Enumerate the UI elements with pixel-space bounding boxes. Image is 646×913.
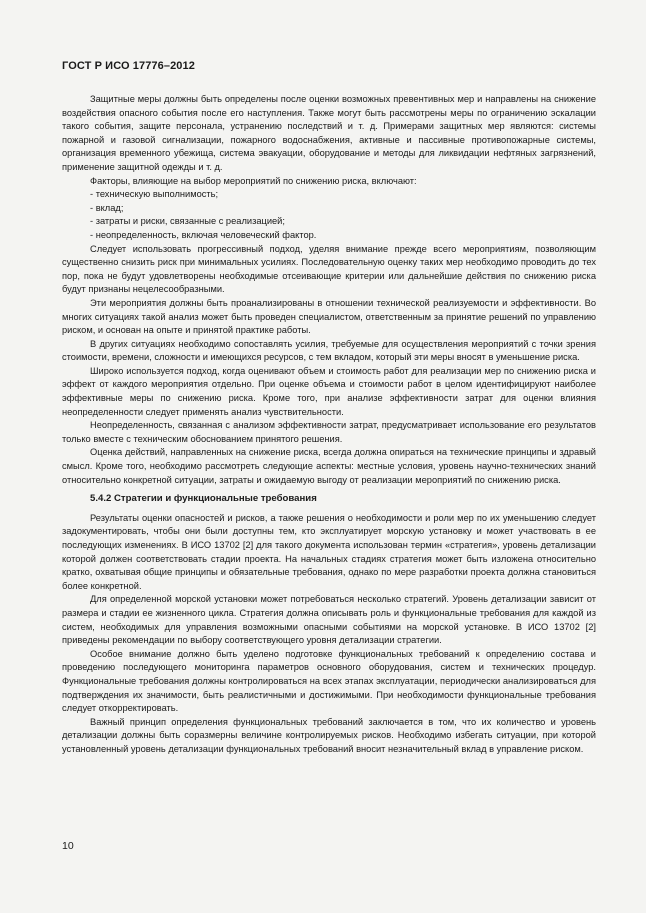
document-body (62, 93, 596, 757)
paragraph: Результаты оценки опасностей и рисков, а также решения о необходимости и роли мер по их уменьшению следует задокументировать, чтобы они были доступны тем, кто эксплуатирует морскую установку и может участвовать в ее последующих изменениях. В ИСО 13702 [2] для такого документа использован термин «стратегия», уровень детализации которой должен соответствовать стадии проекта. На начальных стадиях стратегия может быть изложена относительно кратко, охватывая общие принципы и обязательные требования, однако по мере разработки проекта должна становиться более конкретной. (62, 512, 596, 591)
paragraph: Особое внимание должно быть уделено подготовке функциональных требований к определению состава и проведению последующего мониторинга параметров основного оборудования, систем и технических процедур. Функциональные требования должны контролироваться на всех этапах эксплуатации, периодически анализироваться для подтверждения их значимости, быть реалистичными и достижимыми. При необходимости функциональные требования следует откорректировать. (62, 648, 596, 714)
paragraph: Факторы, влияющие на выбор мероприятий по снижению риска, включают: (90, 175, 417, 186)
paragraph: В других ситуациях необходимо сопоставлять усилия, требуемые для осуществления мероприятий с точки зрения стоимости, времени, сложности и имеющихся ресурсов, с тем вкладом, который эти меры вносят в уменьшение риска. (62, 338, 596, 363)
section-heading: 5.4.2 Стратегии и функциональные требования (90, 493, 317, 505)
list-item: - вклад; (62, 202, 596, 216)
paragraph: Оценка действий, направленных на снижение риска, всегда должна опираться на технические принципы и здравый смысл. Кроме того, необходимо рассмотреть следующие аспекты: местные условия, уровень научно-технических знаний относительно конкретной ситуации, затраты и ожидаемую выгоду от реализации мероприятий по снижению риска. (62, 447, 596, 485)
paragraph: Для определенной морской установки может потребоваться несколько стратегий. Уровень детализации зависит от размера и стадии ее жизненного цикла. Стратегия должна описывать роль и функциональные требования для каждой из систем, необходимых для управления возможными опасными событиями на морской установке. В ИСО 13702 [2] приведены рекомендации по выбору соответствующего уровня детализации стратегии. (62, 594, 596, 646)
paragraph: Защитные меры должны быть определены после оценки возможных превентивных мер и направлены на снижение воздействия опасного события после его наступления. Также могут быть рассмотрены меры по ограничению эскалации такого события, защите персонала, устранению последствий и т. д. Примерами защитных мер являются: системы пожарной и газовой сигнализации, пожарного водоснабжения, активные и пассивные противопожарные системы, организация временного убежища, система эвакуации, оборудование и методы для ликвидации нефтяных загрязнений, применение защитной одежды и т. д. (62, 94, 596, 172)
paragraph: Неопределенность, связанная с анализом эффективности затрат, предусматривает использование его результатов только вместе с техническим обоснованием принятого решения. (62, 420, 596, 444)
list-item: - затраты и риски, связанные с реализацией; (62, 215, 596, 229)
page-number: 10 (62, 840, 74, 852)
paragraph: Следует использовать прогрессивный подход, уделяя внимание прежде всего мероприятиям, позволяющим существенно снизить риск при минимальных усилиях. Последовательную оценку таких мер необходимо проводить до тех пор, пока не будут удовлетворены необходимые отсеивающие критерии или дальнейшие действия по снижению риска будут признаны нецелесообразными. (62, 243, 596, 295)
paragraph: Широко используется подход, когда оценивают объем и стоимость работ для реализации мер по снижению риска и эффект от каждого мероприятия отдельно. При оценке объема и стоимости работ в целом идентифицируют наиболее эффективные меры по снижению риска. Кроме того, при анализе эффективности затрат для оценки влияния неопределенности следует применять анализ чувствительности. (62, 365, 596, 417)
list-item: - неопределенность, включая человеческий фактор. (62, 229, 596, 243)
paragraph: Эти мероприятия должны быть проанализированы в отношении технической реализуемости и эффективности. Во многих ситуациях такой анализ может быть проведен специалистом, ответственным за принятие решений по управлению риском, и основан на опыте и принятой практике работы. (62, 297, 596, 336)
document-header: ГОСТ Р ИСО 17776–2012 (62, 60, 195, 72)
paragraph: Важный принцип определения функциональных требований заключается в том, что их количество и уровень детализации должны быть соразмерны величине контролируемых рисков. Необходимо избегать ситуации, при которой установленный уровень детализации функциональных требований вносит незначительный вклад в управление риском. (62, 716, 596, 754)
list-item: - техническую выполнимость; (62, 188, 596, 202)
